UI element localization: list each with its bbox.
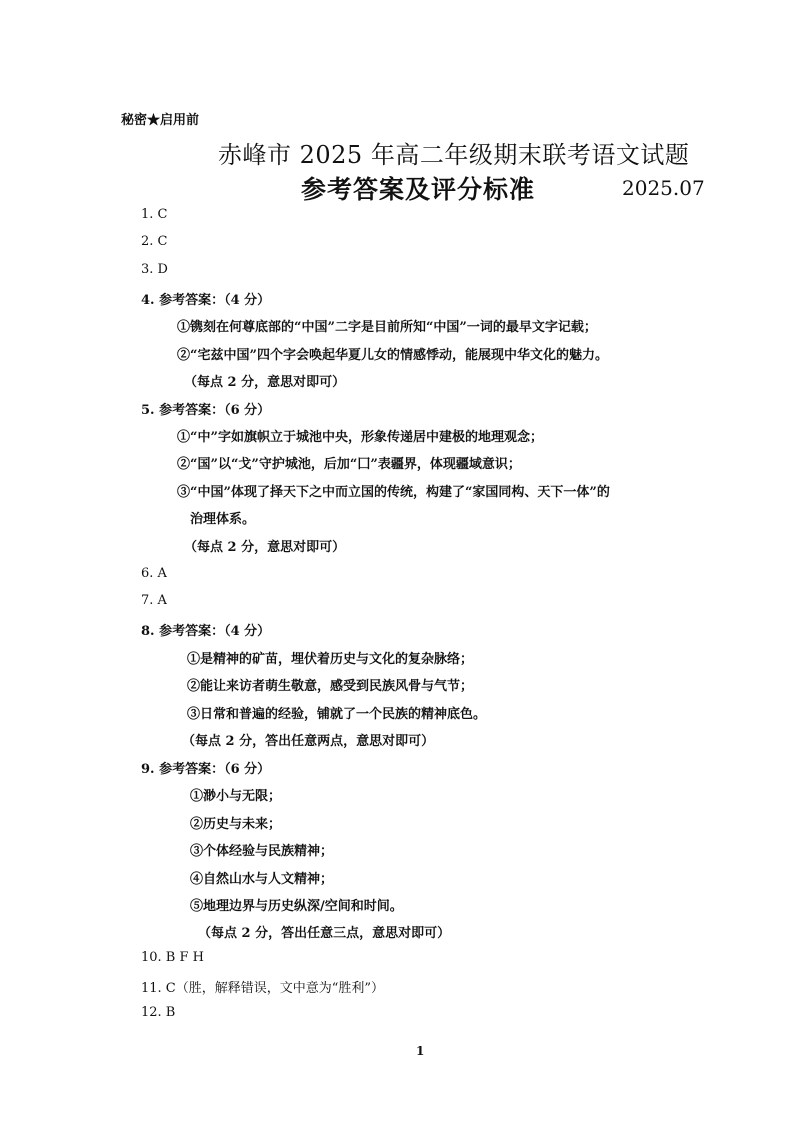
answer-q12: 12. B bbox=[141, 1005, 176, 1020]
answer-q9-item: ③个体经验与民族精神； bbox=[190, 844, 334, 859]
answer-q4-item: ②“宅兹中国”四个字会唤起华夏儿女的情感悸动，能展现中华文化的魅力。 bbox=[177, 348, 608, 363]
answer-q6: 6. A bbox=[141, 566, 167, 581]
answer-q4-item: ①镌刻在何尊底部的“中国”二字是目前所知“中国”一词的最早文字记载； bbox=[177, 320, 597, 335]
answer-q8-item: ①是精神的矿苗，埋伏着历史与文化的复杂脉络； bbox=[187, 652, 474, 667]
confidential-mark: 秘密★启用前 bbox=[121, 113, 200, 128]
answer-q4-head: 4. 参考答案：（4 分） bbox=[141, 293, 271, 308]
answer-q9-item: ⑤地理边界与历史纵深/空间和时间。 bbox=[190, 899, 403, 914]
answer-q1: 1. C bbox=[141, 207, 168, 222]
answer-q2: 2. C bbox=[141, 234, 168, 249]
answer-q10: 10. B F H bbox=[141, 950, 204, 965]
exam-date: 2025.07 bbox=[622, 176, 705, 200]
answer-q5-item: ②“国”以“戈”守护城池，后加“囗”表疆界，体现疆域意识； bbox=[177, 457, 521, 472]
answer-q9-note: （每点 2 分，答出任意三点，意思对即可） bbox=[198, 926, 451, 941]
answer-q8-note: （每点 2 分，答出任意两点，意思对即可） bbox=[182, 734, 435, 749]
answer-q7: 7. A bbox=[141, 593, 167, 608]
answer-q8-item: ③日常和普遍的经验，铺就了一个民族的精神底色。 bbox=[187, 707, 487, 722]
answer-q3: 3. D bbox=[141, 262, 168, 277]
answer-q9-item: ②历史与未来； bbox=[190, 817, 282, 832]
answer-q8-item: ②能让来访者萌生敬意，感受到民族风骨与气节； bbox=[187, 679, 474, 694]
answer-q4-note: （每点 2 分，意思对即可） bbox=[184, 375, 346, 390]
answer-q5-item: 治理体系。 bbox=[190, 512, 256, 527]
page-number: 1 bbox=[416, 1044, 425, 1058]
answer-q8-head: 8. 参考答案：（4 分） bbox=[141, 624, 271, 639]
answer-q5-note: （每点 2 分，意思对即可） bbox=[184, 540, 346, 555]
answer-q5-item: ③“中国”体现了择天下之中而立国的传统，构建了“家国同构、天下一体”的 bbox=[177, 485, 610, 500]
answer-q9-item: ④自然山水与人文精神； bbox=[190, 872, 334, 887]
page-title: 赤峰市 2025 年高二年级期末联考语文试题 bbox=[218, 141, 690, 169]
answer-q9-item: ①渺小与无限； bbox=[190, 789, 282, 804]
answer-q5-head: 5. 参考答案：（6 分） bbox=[141, 403, 271, 418]
answer-q9-head: 9. 参考答案：（6 分） bbox=[141, 762, 271, 777]
answer-q11: 11. C（胜，解释错误，文中意为“胜利”） bbox=[141, 981, 385, 996]
answer-q5-item: ①“中”字如旗帜立于城池中央，形象传递居中建极的地理观念； bbox=[177, 430, 543, 445]
page-subtitle: 参考答案及评分标准 bbox=[301, 175, 536, 204]
